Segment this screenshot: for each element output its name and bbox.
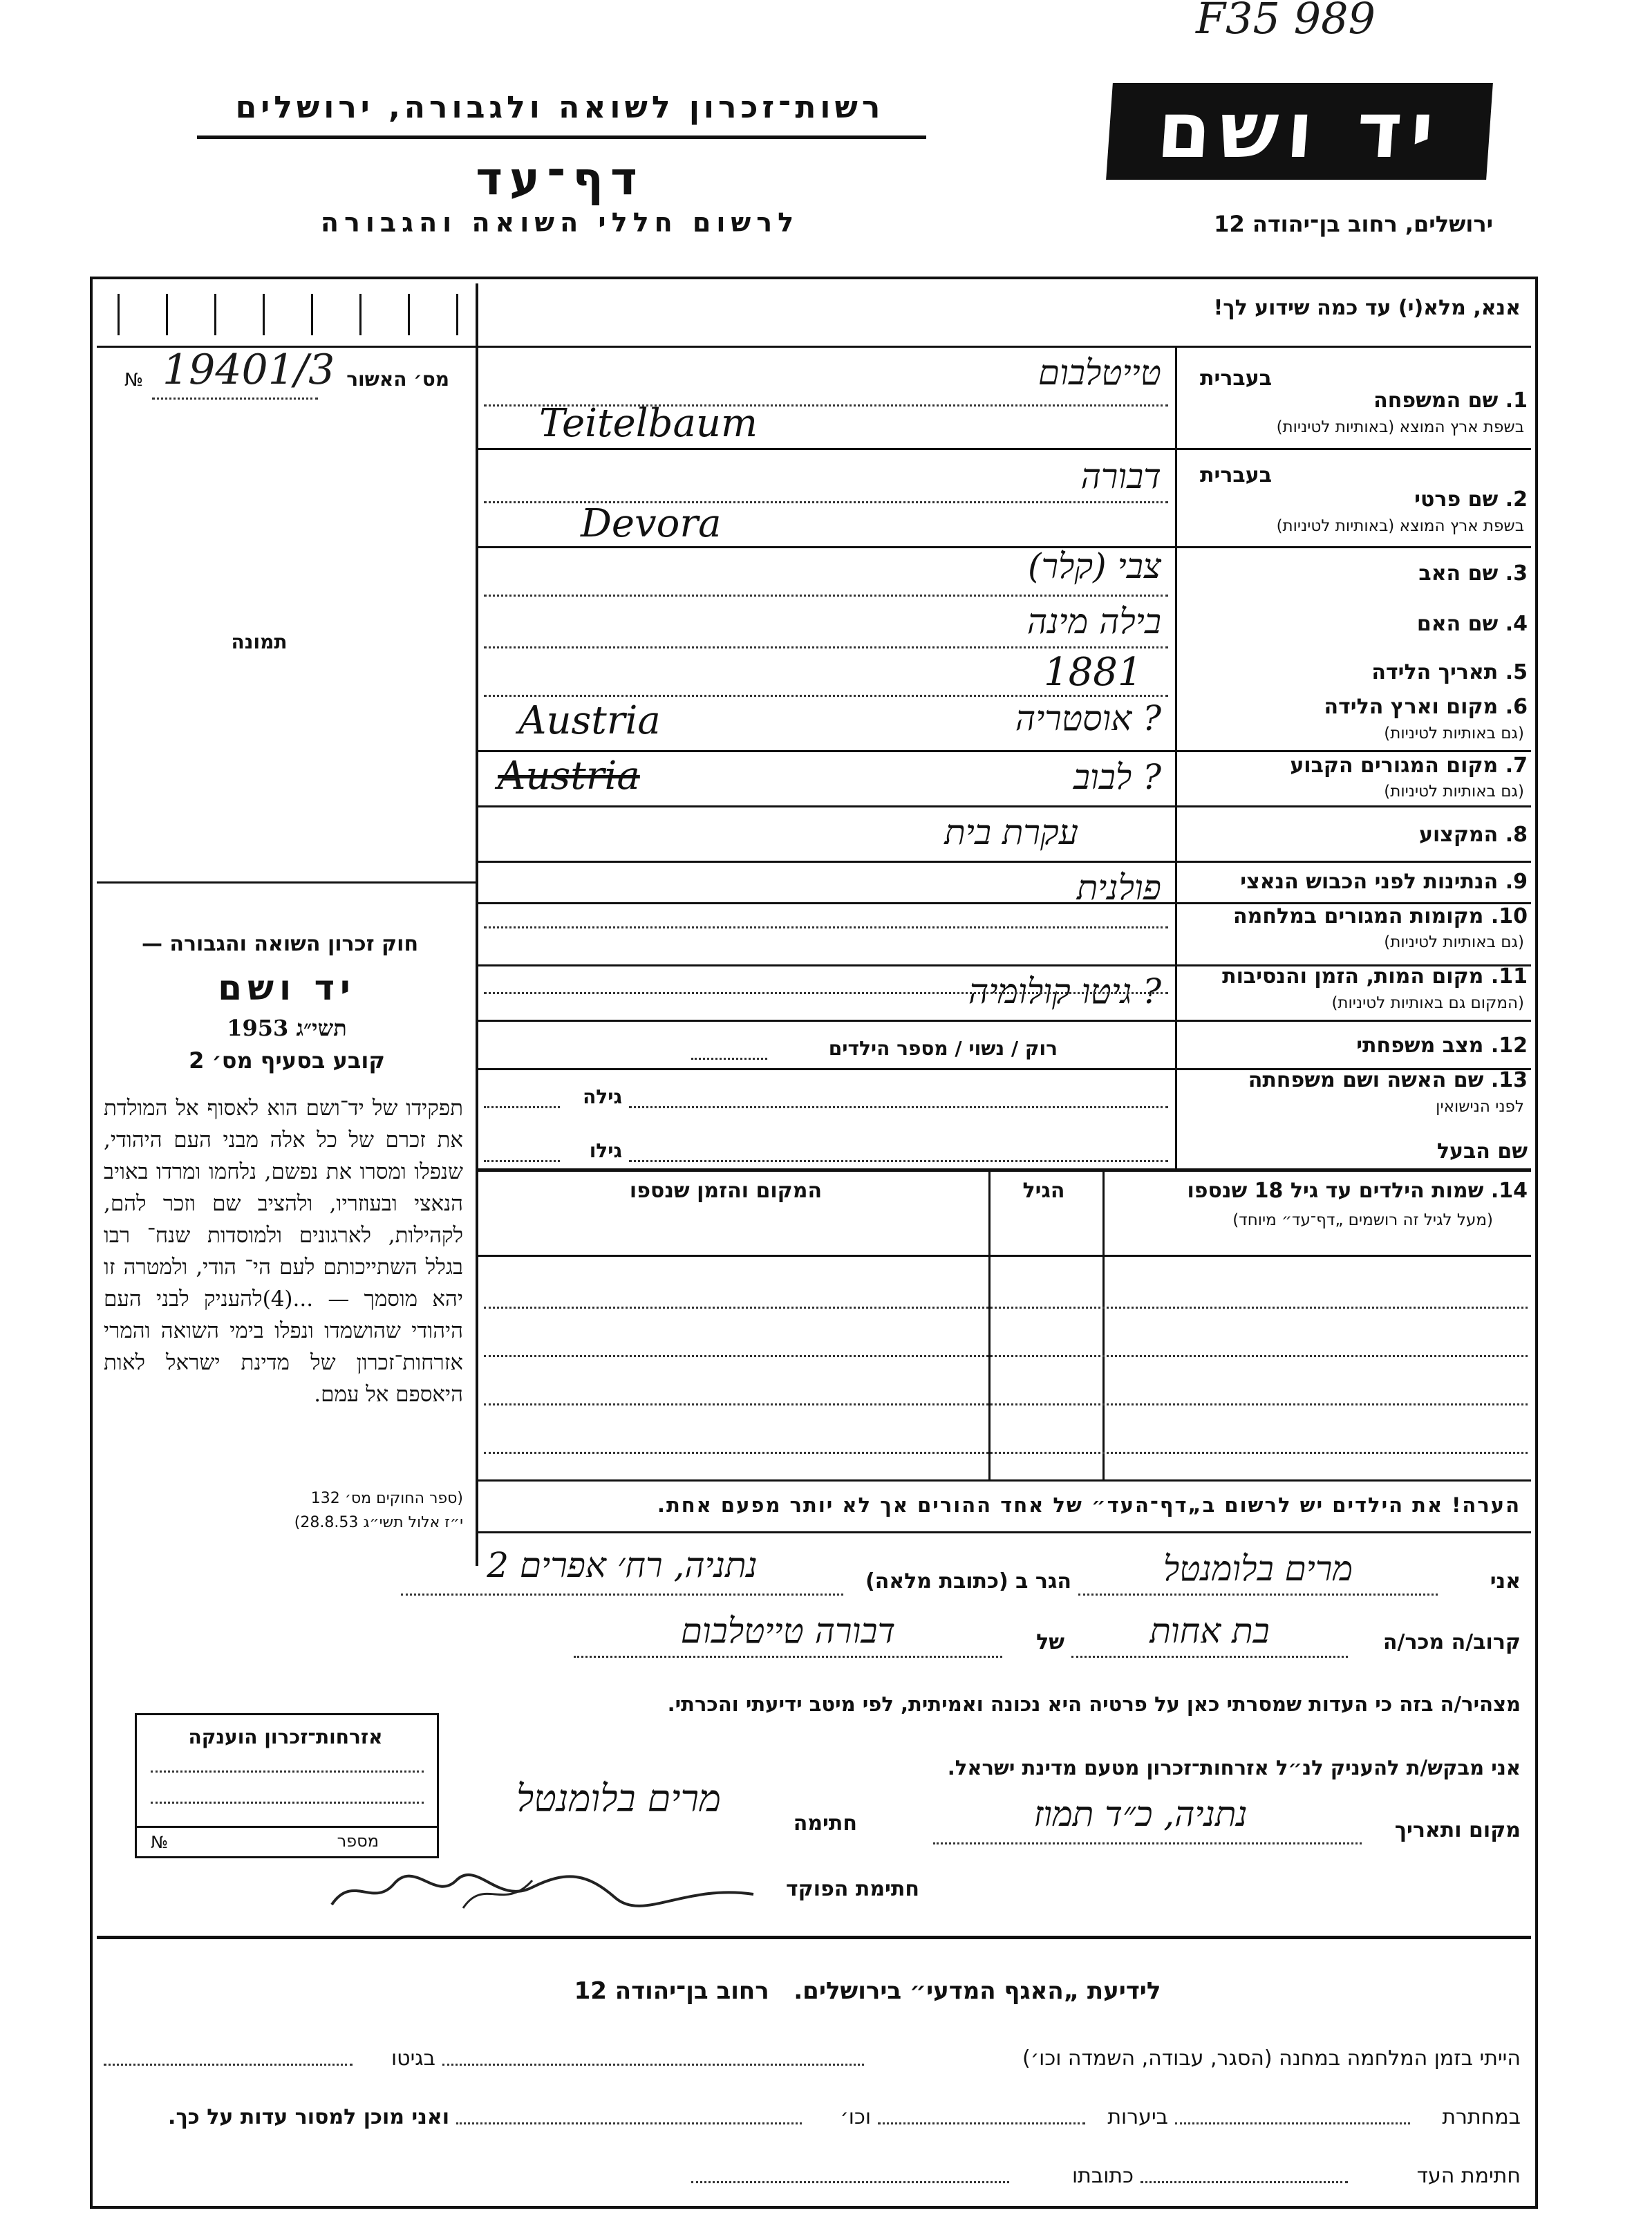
field-12-options: רוק / נשוי / מספר הילדים [828, 1037, 1058, 1060]
footer-title: לידיעת „האגף המדעי״ בירושלים. רחוב בן־יהודה 12 [574, 1977, 1161, 2005]
field-5-label: 5. תאריך הלידה [1371, 660, 1528, 684]
field-husband-dotline [629, 1160, 1168, 1162]
field-4-value: בילה מינה [1026, 601, 1161, 642]
header-address: ירושלים, רחוב בן־יהודה 12 [1214, 211, 1493, 237]
field-3-dotline [484, 595, 1168, 597]
field-7-bottom [478, 805, 1531, 807]
field-6-value-latin: Austria [518, 698, 661, 743]
note-line: הערה! את הילדים יש לרשום ב„דף־העד״ של אחד ההורים אך לא יותר מפעם אחת. [657, 1493, 1521, 1517]
citizenship-dot-2 [151, 1802, 424, 1804]
field-12-dotline [691, 1058, 767, 1060]
footer-line2-d: ואני מוכן למסור עדות על כך. [168, 2105, 449, 2129]
decl-address-dot [401, 1594, 843, 1596]
field-husband-age-label: גילו [589, 1139, 622, 1162]
citizenship-title: אזרחות־זכרון הוענקה [188, 1726, 383, 1748]
children-row-2 [484, 1355, 1528, 1357]
field-1-value-latin: Teitelbaum [539, 401, 758, 446]
law-body: תפקידו של יד־ושם הוא לאסוף אל המולדת את זכרם של כל אלה מבני העם היהודי, שנפלו ומסרו את נפשם, נלחמו ומרדו באויב הנאצי ובעוזריו, ולהציב שם וזכר להם, לקהילות, לארגונים ולמוסדות שנח־ רבו בגלל השתייכותם לעם הי־ הודי, ולמטרה זו יהא מוסמך — ...(4)להעניק לבני העם היהודי שהושמדו ונפלו בימי השואה והמרי אזרחות־זכרון של מדינת ישראל לאות היאספם אל עמם. [104, 1096, 463, 1407]
approval-number: 19401/3 [162, 346, 335, 394]
field-6-sublabel: (גם באותיות לטיניות) [1384, 725, 1524, 742]
field-husband-bottom [478, 1168, 1531, 1172]
decl-place-date: נתניה, כ״ד תמוז [1033, 1794, 1248, 1834]
citizenship-number-label: מספר [337, 1831, 379, 1851]
field-2-sublabel: בשפת ארץ המוצא (באותיות לטיניות) [1276, 517, 1524, 535]
decl-signature: מרים בלומנטל [516, 1777, 722, 1820]
field-7-value-hebrew: ? לבוב [1073, 757, 1161, 797]
decl-relation-label: קרוב/ה מכר/ה [1382, 1630, 1521, 1654]
law-ref-2: י״ז אלול תשי״ג 28.8.53) [294, 1514, 463, 1531]
field-6-value-hebrew: ? אוסטריה [1015, 698, 1161, 738]
field-13-age-label: גילה [583, 1085, 622, 1108]
law-ref-1: (ספר החוקים מס׳ 132 [310, 1490, 463, 1507]
field-1-value-hebrew: טייטלבום [1038, 353, 1161, 393]
footer-line3-dot-b [691, 2181, 1009, 2183]
field-11-value: ? גיטו קולומיה [968, 971, 1161, 1011]
field-7-sublabel: (גם באותיות לטיניות) [1384, 783, 1524, 801]
decl-signature-label: חתימה [793, 1811, 857, 1835]
field-11-label: 11. מקום המות, הזמן והנסיבות [1222, 964, 1528, 989]
children-header-names: 14. שמות הילדים עד גיל 18 שנספו [1187, 1179, 1528, 1203]
decl-request: אני מבקש/ת להעניק לנ״ל אזרחות־זכרון מטעם מדינת ישראל. [947, 1756, 1521, 1779]
decl-i-label: אני [1490, 1569, 1521, 1594]
decl-place-date-label: מקום ותאריך [1394, 1818, 1521, 1842]
field-12-label: 12. מצב משפחתי [1356, 1034, 1528, 1058]
law-clause: קובע בסעיף מס׳ 2 [189, 1047, 385, 1074]
decl-place-date-dot [933, 1842, 1362, 1844]
decl-relation-dot [1071, 1656, 1348, 1658]
authority-underline [197, 136, 926, 139]
footer-line2-dot-c [456, 2122, 802, 2124]
law-title: חוק זכרון השואה והגבורה — [141, 932, 419, 956]
decl-resides-label: הגר ב (כתובת מלאה) [865, 1569, 1071, 1594]
field-3-value: צבי (קלר) [1027, 546, 1161, 586]
authority-title: רשות־זכרון לשואה ולגבורה, ירושלים [235, 90, 885, 125]
decl-declarant-name: מרים בלומנטל [1163, 1549, 1353, 1589]
field-2-value-hebrew: דבורה [1080, 456, 1161, 496]
children-header-age: הגיל [1022, 1179, 1065, 1203]
field-1-label: 1. שם המשפחה [1373, 389, 1528, 413]
note-bottom [478, 1531, 1531, 1533]
footer-line1-b: בגיטו [391, 2046, 435, 2071]
footer-line2-a: במחתרת [1442, 2105, 1521, 2129]
field-8-bottom [478, 861, 1531, 863]
signature-scribble-icon [325, 1867, 760, 1915]
children-col-div-2 [988, 1168, 991, 1479]
citizenship-divider [137, 1826, 437, 1828]
archive-number: F35 989 [1196, 0, 1376, 44]
citizenship-box [135, 1713, 439, 1858]
children-header-note: (מעל לגיל זה רושמים „דף־עד״ מיוחד) [1232, 1211, 1493, 1229]
law-year: תשי״ג 1953 [227, 1015, 347, 1041]
children-row-1 [484, 1307, 1528, 1309]
field-11-dotline [484, 992, 1168, 994]
field-5-value: 1881 [1044, 650, 1143, 695]
field-1-hebrew-tag: בעברית [1200, 366, 1272, 391]
footer-line3-a: חתימת העד [1416, 2164, 1521, 2188]
footer-line1-dot-a [442, 2064, 864, 2066]
form-title: דף־עד [476, 152, 644, 205]
field-10-sublabel: (גם באותיות לטיניות) [1384, 933, 1524, 951]
footer-line2-dot-a [1175, 2122, 1410, 2124]
decl-of-label: של [1036, 1630, 1064, 1654]
field-13-dotline [629, 1106, 1168, 1108]
citizenship-dot-1 [151, 1770, 424, 1773]
children-table-bottom [478, 1479, 1531, 1482]
field-husband-label: שם הבעל [1436, 1139, 1528, 1164]
children-header-bottom [478, 1255, 1531, 1257]
field-10-dotline [484, 926, 1168, 928]
approval-no-mark: № [124, 370, 144, 391]
children-col-div-1 [1102, 1168, 1105, 1479]
footer-line2-c: וכו׳ [840, 2105, 871, 2129]
footer-line3-dot-a [1141, 2181, 1348, 2183]
footer-line1-a: הייתי בזמן המלחמה במחנה (הסגר, עבודה, השמדה וכו׳) [1022, 2046, 1521, 2071]
decl-address: נתניה, רח׳ אפרים 2 [487, 1545, 758, 1585]
field-husband-age-dot [484, 1160, 560, 1162]
field-6-bottom [478, 750, 1531, 752]
field-11-bottom [478, 1020, 1531, 1022]
field-8-value: עקרת בית [944, 812, 1078, 852]
approval-label: מס׳ האשור [346, 368, 449, 391]
field-6-label: 6. מקום וארץ הלידה [1324, 695, 1528, 719]
decl-relation: בת אחות [1149, 1611, 1270, 1651]
field-9-value: פולנית [1076, 868, 1161, 908]
children-row-4 [484, 1452, 1528, 1454]
decl-name-dot [1078, 1594, 1438, 1596]
label-divider [1175, 346, 1177, 1168]
field-10-label: 10. מקומות המגורים במלחמה [1233, 904, 1528, 928]
field-3-label: 3. שם האב [1418, 561, 1528, 586]
field-9-label: 9. הנתינות לפני הכבוש הנאצי [1240, 870, 1528, 894]
left-hatch [118, 294, 463, 335]
law-logo: יד ושם [218, 968, 356, 1008]
field-11-sublabel: (המקום גם באותיות לטיניות) [1331, 994, 1524, 1012]
field-4-dotline [484, 646, 1168, 648]
decl-of-name: דבורה טייטלבום [680, 1611, 896, 1651]
field-13-sublabel: לפני הנישואין [1436, 1098, 1524, 1116]
field-13-age-dot [484, 1106, 560, 1108]
children-header-place: המקום והזמן שנספו [629, 1179, 823, 1203]
field-1-bottom [478, 448, 1531, 450]
official-signature-mark [325, 1867, 760, 1915]
yad-vashem-logo [1106, 83, 1493, 180]
field-2-hebrew-tag: בעברית [1200, 463, 1272, 487]
field-7-value-latin: Austria [498, 754, 640, 798]
footer-separator [97, 1936, 1531, 1939]
decl-statement: מצהיר/ה בזה כי העדות שמסרתי כאן על פרטיה היא נכונה ואמיתית, לפי מיטב ידיעתי והכרתי. [667, 1692, 1521, 1716]
field-13-label: 13. שם האשה ושם משפחתה [1248, 1068, 1528, 1092]
approval-dotline [152, 398, 318, 400]
decl-official-label: חתימת הפוקד [786, 1877, 919, 1901]
field-4-label: 4. שם האם [1416, 612, 1528, 636]
footer-line2-b: ביערות [1107, 2105, 1168, 2129]
photo-label: תמונה [231, 630, 288, 653]
photo-bottom-line [97, 881, 478, 884]
intro-bottom-line [478, 346, 1531, 348]
citizenship-no-mark: № [151, 1833, 168, 1852]
field-2-label: 2. שם פרטי [1414, 487, 1528, 512]
decl-of-dot [574, 1656, 1002, 1658]
footer-line1-dot-b [104, 2064, 353, 2066]
field-5-dotline [484, 695, 1168, 697]
field-2-value-latin: Devora [581, 501, 722, 546]
field-1-sublabel: בשפת ארץ המוצא (באותיות לטיניות) [1276, 418, 1524, 436]
form-subtitle: לרשום חללי השואה והגבורה [320, 207, 800, 238]
logo-text: יד ושם [1154, 86, 1445, 176]
footer-line2-dot-b [878, 2122, 1085, 2124]
field-8-label: 8. המקצוע [1418, 823, 1528, 847]
field-7-label: 7. מקום המגורים הקבוע [1290, 754, 1528, 778]
footer-line3-b: כתובתו [1072, 2164, 1134, 2188]
intro-line: אנא, מלא(י) עד כמה שידוע לך! [1213, 296, 1521, 320]
children-row-3 [484, 1403, 1528, 1405]
